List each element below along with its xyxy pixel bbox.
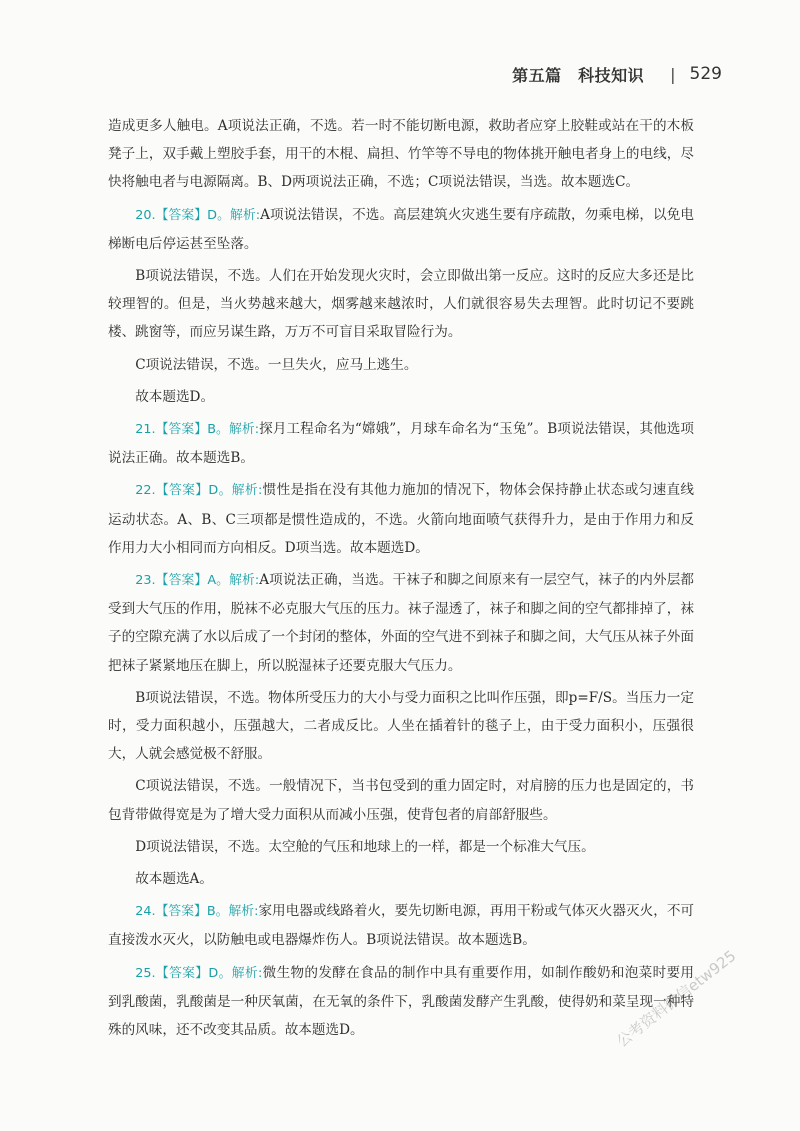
analysis-text: 惯性是指在没有其他力施加的情况下，物体会保持静止状态或匀速直线运动状态。A、B、C三项都是惯性造成的，不选。火箭向地面喷气获得升力，是由于作用力和反作用力大小相同而方向相反。D项当选。故本题选D。 (108, 482, 695, 556)
answer-value: B。 (206, 904, 229, 920)
question-23 (108, 566, 694, 680)
header-separator: | (670, 64, 676, 84)
analysis-label: 解析: (228, 904, 259, 920)
answer-label: 【答案】 (155, 483, 209, 499)
paragraph: C项说法错误，不选。一般情况下，当书包受到的重力固定时，对肩膀的压力也是固定的，书包背带做得宽是为了增大受力面积从而减小压强，使背包者的肩部舒服些。 (108, 778, 694, 823)
question-25 (108, 959, 694, 1045)
paragraph: D项说法错误，不选。太空舱的气压和地球上的一样，都是一个标准大气压。 (135, 838, 595, 855)
question-number: 23. (135, 573, 156, 589)
answer-label: 【答案】 (155, 965, 209, 981)
answer-label: 【答案】 (155, 207, 208, 223)
question-22 (108, 476, 694, 562)
analysis-text: 家用电器或线路着火，要先切断电源，再用干粉或气体灭火器灭火，不可直接泼水灭火，以防触电或电器爆炸伤人。B项说法错误。故本题选B。 (108, 903, 695, 949)
question-21 (108, 415, 694, 472)
paragraph-continuation: 造成更多人触电。A项说法正确，不选。若一时不能切断电源，救助者应穿上胶鞋或站在干的木板凳子上，双手戴上塑胶手套，用干的木棍、扁担、竹竿等不导电的物体挑开触电者身上的电线，尽快将触电者与电源隔离。B、D两项说法正确，不选；C项说法错误，当选。故本题选C。 (108, 118, 694, 191)
question-number: 25. (135, 965, 156, 981)
answer-label: 【答案】 (155, 573, 208, 589)
analysis-label: 解析: (231, 483, 263, 499)
paragraph: B项说法错误，不选。物体所受压力的大小与受力面积之比叫作压强，即p=F/S。当压力一定时，受力面积越小，压强越大，二者成反比。人坐在插着针的毯子上，由于受力面积小，压强很大，人就会感觉极不舒服。 (108, 689, 694, 763)
answer-value: A。 (207, 573, 230, 589)
paragraph: C项说法错误，不选。一旦失火，应马上逃生。 (135, 356, 418, 373)
question-number: 24. (135, 904, 156, 920)
analysis-text: 微生物的发酵在食品的制作中具有重要作用，如制作酸奶和泡菜时要用到乳酸菌，乳酸菌是一种厌氧菌，在无氧的条件下，乳酸菌发酵产生乳酸，使得奶和菜呈现一种特殊的风味，还不改变其品质。故本题选D。 (108, 964, 695, 1039)
analysis-text: A项说法正确，当选。干袜子和脚之间原来有一层空气，袜子的内外层都受到大气压的作用，脱袜不必克服大气压的压力。袜子湿透了，袜子和脚之间的空气都排掉了，袜子的空隙充满了水以后成了一个封闭的整体，外面的空气进不到袜子和脚之间，大气压从袜子外面把袜子紧紧地压在脚上，所以脱湿袜子还要克服大气压力。 (108, 572, 694, 674)
analysis-text: 探月工程命名为“嫦娥”，月球车命名为“玉兔”。B项说法错误，其他选项说法正确。故本题选B。 (108, 421, 695, 467)
question-24 (108, 897, 694, 954)
page-header (512, 60, 722, 88)
answer-value: B。 (207, 422, 229, 438)
paragraph: 故本题选D。 (135, 388, 215, 405)
paragraph: B项说法错误，不选。人们在开始发现火灾时，会立即做出第一反应。这时的反应大多还是比较理智的。但是，当火势越来越大，烟雾越来越浓时，人们就很容易失去理智。此时切记不要跳楼、跳窗等，而应另谋生路，万万不可盲目采取冒险行为。 (108, 268, 694, 341)
analysis-label: 解析: (228, 422, 260, 438)
question-number: 22. (135, 483, 156, 499)
answer-value: D。 (208, 483, 232, 499)
analysis-label: 解析: (231, 965, 263, 981)
question-20 (108, 201, 694, 258)
answer-value: D。 (207, 207, 230, 223)
analysis-label: 解析: (229, 573, 260, 589)
question-number: 20. (135, 207, 156, 223)
analysis-text: A项说法错误，不选。高层建筑火灾逃生要有序疏散，勿乘电梯，以免电梯断电后停运甚至坠落。 (108, 206, 695, 252)
paragraph: 故本题选A。 (135, 871, 213, 888)
page-body (108, 112, 694, 1044)
chapter-title: 第五篇 科技知识 (512, 65, 645, 85)
question-number: 21. (135, 422, 156, 438)
answer-label: 【答案】 (155, 904, 207, 920)
watermark: 公考资料微信etw925 (613, 946, 740, 1051)
answer-value: D。 (208, 965, 232, 981)
page-number: 529 (689, 64, 722, 84)
analysis-label: 解析: (230, 207, 261, 223)
answer-label: 【答案】 (155, 422, 208, 438)
